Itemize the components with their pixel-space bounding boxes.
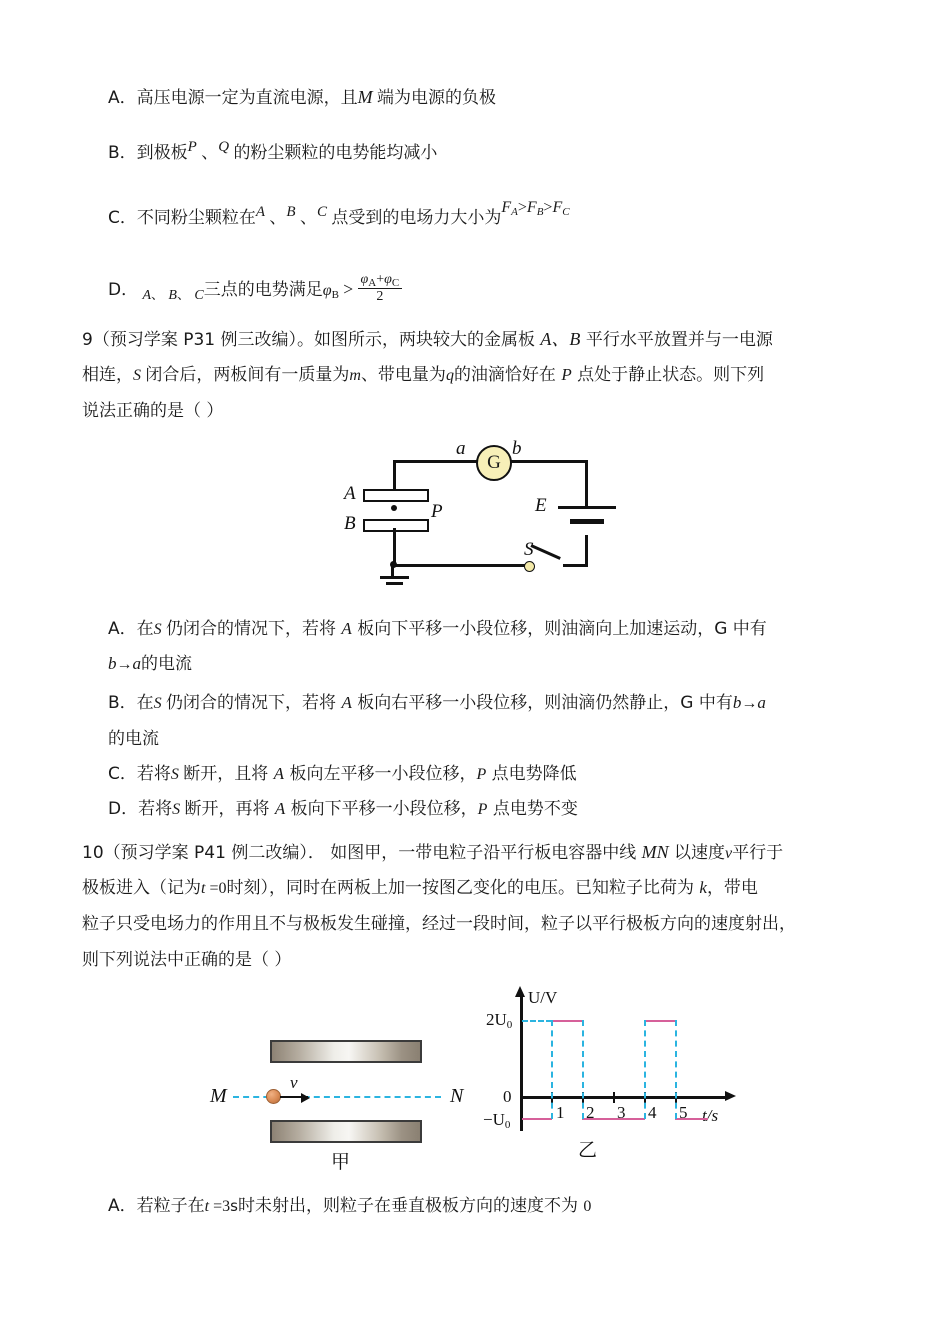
var-k: k xyxy=(699,878,707,897)
q9-number: 9 xyxy=(82,330,93,350)
q8-option-d: D． $_{A、}$ $_{B、}$ $_C$三点的电势满足φB > $\frac{\varphi_A+\varphi_C}{2}$ xyxy=(108,274,402,308)
q9-option-d-label: D． xyxy=(108,799,139,819)
var-q: q xyxy=(445,367,454,384)
label-N: N xyxy=(450,1085,464,1107)
x-tick-label-4: 4 xyxy=(648,1103,657,1122)
x-tick-label-2: 2 xyxy=(586,1103,595,1122)
battery-long-plate xyxy=(558,506,616,509)
q10-stem-line2: 极板进入（记为t =0时刻），同时在两板上加一按图乙变化的电压。已知粒子比荷为 k，带电 xyxy=(82,878,758,898)
var-A: A xyxy=(274,799,286,818)
var-C: C xyxy=(316,204,327,220)
galvanometer-label: G xyxy=(487,452,501,473)
capacitor-top-plate xyxy=(270,1040,422,1063)
fraction-denominator: 2 xyxy=(376,289,384,305)
x-tick-label-3: 3 xyxy=(617,1103,626,1122)
phi-B: φ xyxy=(322,281,332,299)
wave-seg-5-6 xyxy=(675,1118,708,1120)
battery-short-plate xyxy=(570,519,604,524)
terminal-b-label: b xyxy=(512,438,522,459)
var-M: M xyxy=(357,87,373,107)
var-B: B xyxy=(168,287,177,303)
var-A: A xyxy=(273,764,285,783)
ground-stem xyxy=(391,567,394,576)
ground-bar-2 xyxy=(386,582,403,585)
q9-option-c: C．若将S 断开，且将 A 板向左平移一小段位移，P 点电势降低 xyxy=(108,764,577,784)
var-S: S xyxy=(172,801,181,818)
plate-A xyxy=(363,489,429,502)
force-inequality: FA>FB>FC xyxy=(501,199,570,218)
terminal-b: b xyxy=(108,654,117,673)
var-P: P xyxy=(476,766,487,783)
wire-bottom xyxy=(393,564,528,567)
q9-option-b-label: B． xyxy=(108,693,137,713)
y-tick-minus-U0: −U0 xyxy=(483,1110,511,1131)
wire-right-down xyxy=(585,460,588,507)
x-tick-label-5: 5 xyxy=(679,1103,688,1122)
center-line-MN xyxy=(233,1096,441,1098)
y-axis-label: U/V xyxy=(528,988,558,1007)
wave-seg-1-2 xyxy=(551,1020,583,1022)
wave-seg-4-5 xyxy=(644,1020,676,1022)
wire-plateA-up xyxy=(393,460,396,491)
q8-option-d-label: D． xyxy=(108,279,139,300)
ground-node-dot xyxy=(390,561,397,568)
q8-option-a: A．高压电源一定为直流电源，且M 端为电源的负极 xyxy=(108,87,497,108)
transition-t1 xyxy=(551,1020,553,1119)
q9-option-b: B．在S 仍闭合的情况下，若将 A 板向右平移一小段位移，则油滴仍然静止，G 中有b→a xyxy=(108,693,766,713)
var-P: P xyxy=(561,365,572,384)
velocity-label: v xyxy=(290,1073,298,1092)
switch-label: S xyxy=(524,539,534,560)
ground-bar-1 xyxy=(380,576,409,579)
figure-yi-chart xyxy=(483,988,770,1173)
q10-number: 10 xyxy=(82,843,104,863)
plate-B-label: B xyxy=(344,513,356,534)
plate-A-label: A xyxy=(344,483,356,504)
q10-option-a: A．若粒子在t =3s时未射出，则粒子在垂直极板方向的速度不为 0 xyxy=(108,1196,592,1216)
var-A: A xyxy=(341,693,352,712)
var-A: A xyxy=(341,619,352,638)
var-v: v xyxy=(725,845,733,862)
transition-t5 xyxy=(675,1020,677,1119)
q10-stem-line1: 10（预习学案 P41 例二改编）． 如图甲，一带电粒子沿平行板电容器中线 MN 以速度v平行于 xyxy=(82,842,784,863)
wire-top-right xyxy=(506,460,588,463)
switch-pivot xyxy=(524,561,535,572)
switch-lever xyxy=(530,544,560,560)
label-M: M xyxy=(210,1085,227,1107)
wire-battery-down xyxy=(585,535,588,567)
var-S: S xyxy=(153,695,162,712)
q8-option-c-label: C． xyxy=(108,208,137,228)
var-MN: MN xyxy=(641,842,669,862)
var-t: t xyxy=(204,1198,210,1215)
q9-stem-line2: 相连，S 闭合后，两板间有一质量为m、带电量为q的油滴恰好在 P 点处于静止状态。则下列 xyxy=(82,365,765,385)
var-P: P xyxy=(477,801,488,818)
y-axis xyxy=(520,996,523,1131)
battery-label: E xyxy=(535,495,547,516)
figure-jia xyxy=(200,1025,485,1175)
transition-t4 xyxy=(644,1020,646,1119)
terminal-a: a xyxy=(757,693,766,712)
figure-jia-caption: 甲 xyxy=(331,1151,351,1173)
point-P-label: P xyxy=(431,501,443,522)
var-B: B xyxy=(286,204,296,220)
wave-seg-0-1 xyxy=(522,1118,552,1120)
capacitor-bottom-plate xyxy=(270,1120,422,1143)
q9-option-a: A．在S 仍闭合的情况下，若将 A 板向下平移一小段位移，则油滴向上加速运动，G 中有 xyxy=(108,619,767,639)
q8-option-b: B．到极板P 、Q 的粉尘颗粒的电势能均减小 xyxy=(108,139,438,163)
q10-option-a-label: A． xyxy=(108,1196,137,1216)
x-tick-label-1: 1 xyxy=(556,1103,565,1122)
var-P: P xyxy=(187,139,197,155)
var-t: t xyxy=(201,880,206,897)
guide-2U0 xyxy=(522,1020,552,1022)
var-C: C xyxy=(194,287,204,303)
q9-option-c-label: C． xyxy=(108,764,137,784)
y-tick-2U0: 2U0 xyxy=(486,1010,513,1031)
var-A: A xyxy=(142,287,152,303)
q8-option-c: C．不同粉尘颗粒在A 、B 、C 点受到的电场力大小为FA>FB>FC xyxy=(108,199,570,228)
q10-stem-line3: 粒子只受电场力的作用且不与极板发生碰撞，经过一段时间，粒子以平行极板方向的速度射出， xyxy=(82,914,796,934)
plate-B xyxy=(363,519,429,532)
var-A: A xyxy=(255,204,266,220)
q9-stem-line3: 说法正确的是（ ） xyxy=(82,401,224,421)
figure-yi-caption: 乙 xyxy=(578,1139,598,1161)
q9-option-a-label: A． xyxy=(108,619,137,639)
origin-label: 0 xyxy=(503,1087,512,1106)
potential-average-fraction xyxy=(358,272,403,306)
q9-option-b-cont: 的电流 xyxy=(108,729,159,749)
x-axis-label: t/s xyxy=(702,1106,719,1125)
charged-particle xyxy=(266,1089,281,1104)
var-S: S xyxy=(153,621,162,638)
q10-stem-line4: 则下列说法中正确的是（ ） xyxy=(82,950,292,970)
terminal-a: a xyxy=(132,654,141,673)
fraction-numerator: $\varphi_A+\varphi_C$ xyxy=(358,272,403,289)
q9-option-a-cont: b→a的电流 xyxy=(108,654,192,674)
var-S: S xyxy=(133,367,141,384)
transition-t2 xyxy=(582,1020,584,1119)
var-m: m xyxy=(349,367,361,384)
var-Q: Q xyxy=(218,139,230,155)
q8-option-b-label: B． xyxy=(108,143,137,163)
wave-seg-2-4 xyxy=(582,1118,645,1120)
q8-option-a-label: A． xyxy=(108,88,137,108)
q9-circuit-diagram xyxy=(330,435,630,585)
point-P-dot xyxy=(391,505,397,511)
velocity-arrow xyxy=(280,1096,308,1098)
q9-stem-line1: 9（预习学案 P31 例三改编）。如图所示，两块较大的金属板 A、B 平行水平放置并与一电源 xyxy=(82,329,773,350)
galvanometer xyxy=(476,445,512,481)
terminal-a-label: a xyxy=(456,438,466,459)
var-S: S xyxy=(170,766,179,783)
q9-option-d: D．若将S 断开，再将 A 板向下平移一小段位移，P 点电势不变 xyxy=(108,799,578,819)
x-tick-3 xyxy=(613,1092,615,1103)
terminal-b: b xyxy=(732,693,742,712)
wire-top-left xyxy=(393,460,483,463)
